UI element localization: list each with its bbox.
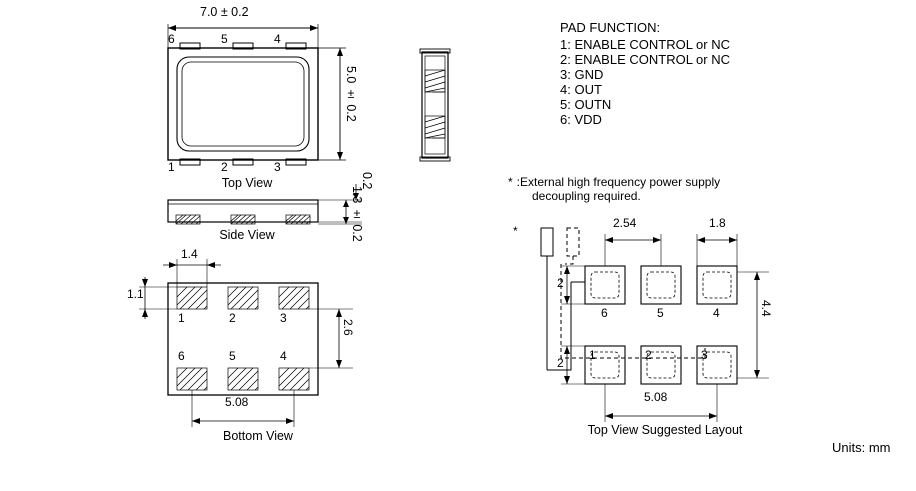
end-view-group [408,46,468,166]
bottom-view-pitch-dimension: 2.6 [341,319,355,336]
layout-pitch-dimension: 2.54 [613,216,637,230]
bottom-view-pad-width-dimension: 1.4 [181,247,198,261]
note-asterisk: * [508,175,513,189]
note-block [508,175,888,203]
bottom-view-caption: Bottom View [223,429,293,443]
units-label: Units: mm [832,440,891,455]
top-view-height-dimension: 5.0 ± 0.2 [343,66,358,122]
pad-function-item-4: 4: OUT [560,82,602,97]
end-view-drawing [408,46,468,166]
layout-pad-6: 6 [601,306,608,320]
pad-function-block [560,20,890,127]
side-view-pad-dimension: 0.2 [359,172,374,190]
pad-function-heading: PAD FUNCTION: [560,20,661,35]
top-view-group [150,5,380,190]
bottom-view-pad-6: 6 [178,349,185,363]
layout-total-height-dimension: 4.4 [759,300,773,317]
layout-pad-height-bottom-dimension: 2 [557,356,564,370]
bottom-view-pad-height-dimension: 1.1 [127,287,144,301]
layout-pad-5: 5 [657,306,664,320]
layout-pad-3: 3 [701,348,708,362]
top-view-width-dimension: 7.0 ± 0.2 [200,5,249,19]
layout-pad-2: 2 [645,348,652,362]
pad-function-item-2: 2: ENABLE CONTROL or NC [560,52,731,67]
top-view-pad-4: 4 [274,32,281,46]
top-view-caption: Top View [221,176,273,190]
note-line-2: decoupling required. [532,189,641,203]
note-line-1: :External high frequency power supply [516,175,721,189]
layout-pad-1: 1 [589,348,596,362]
bottom-view-drawing [125,255,385,455]
bottom-view-span-dimension: 5.08 [225,395,249,409]
pad-function-item-1: 1: ENABLE CONTROL or NC [560,37,731,52]
top-view-pad-5: 5 [221,32,228,46]
bottom-view-pad-5: 5 [229,349,236,363]
suggested-layout-drawing [505,218,795,448]
top-view-pad-1: 1 [168,160,175,174]
pad-function-item-6: 6: VDD [560,112,602,127]
bottom-view-pad-2: 2 [229,311,236,325]
bottom-view-pad-4: 4 [280,349,287,363]
suggested-layout-caption: Top View Suggested Layout [587,423,743,437]
top-view-pad-6: 6 [168,32,175,46]
top-view-pad-3: 3 [274,160,281,174]
side-view-height-dimension: 1.3 ± 0.2 [349,186,364,242]
layout-asterisk: * [513,224,518,238]
pad-function-item-3: 3: GND [560,67,604,82]
layout-pad-4: 4 [713,306,720,320]
side-view-caption: Side View [219,228,275,242]
bottom-view-pad-1: 1 [178,311,185,325]
suggested-layout-group [505,218,795,448]
bottom-view-group [125,247,385,455]
layout-pad-width-dimension: 1.8 [709,216,726,230]
pad-function-item-5: 5: OUTN [560,97,612,112]
top-view-pad-2: 2 [221,160,228,174]
bottom-view-pad-3: 3 [280,311,287,325]
layout-pad-height-top-dimension: 2 [557,276,564,290]
layout-span-dimension: 5.08 [644,390,668,404]
